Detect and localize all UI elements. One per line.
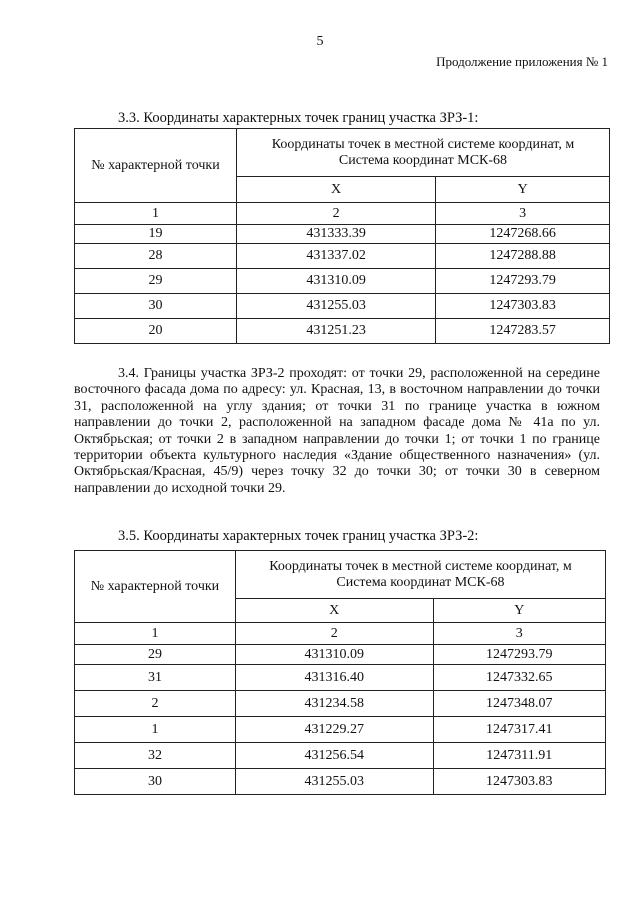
x-value: 431255.03	[235, 769, 433, 795]
table-row	[75, 769, 606, 795]
header-point-number: № характерной точки	[75, 129, 237, 203]
x-value: 431337.02	[236, 244, 435, 269]
y-value: 1247348.07	[433, 691, 605, 717]
x-value: 431310.09	[236, 269, 435, 294]
header-y: Y	[436, 177, 610, 203]
x-value: 431255.03	[236, 294, 435, 319]
header-y: Y	[433, 599, 605, 623]
col-index-1: 1	[75, 623, 236, 645]
section-3-4-paragraph	[74, 366, 600, 497]
col-index-2: 2	[235, 623, 433, 645]
table-row	[75, 244, 610, 269]
header-coords-line1: Координаты точек в местной системе координат, м	[269, 558, 572, 574]
header-coords-line2: Система координат МСК-68	[336, 574, 505, 590]
header-coords	[236, 129, 609, 177]
point-number: 31	[75, 665, 236, 691]
y-value: 1247283.57	[436, 319, 610, 344]
header-x: X	[236, 177, 435, 203]
table-row	[75, 717, 606, 743]
x-value: 431229.27	[235, 717, 433, 743]
zrz1-coordinates-table	[74, 128, 610, 344]
table-row	[75, 665, 606, 691]
point-number: 30	[75, 769, 236, 795]
col-index-2: 2	[236, 203, 435, 225]
header-point-number: № характерной точки	[75, 551, 236, 623]
point-number: 32	[75, 743, 236, 769]
y-value: 1247311.91	[433, 743, 605, 769]
point-number: 29	[75, 269, 237, 294]
table-row	[75, 319, 610, 344]
continuation-label: Продолжение приложения № 1	[436, 54, 608, 69]
section-3-4-text: 3.4. Границы участка ЗРЗ-2 проходят: от точки 29, расположенной на середине восточного фасада дома по адресу: ул. Красная, 13, в восточном направлении до точки 31, расположенной на углу здания; от точки 31 по границе участка в южном направлении до точки 2, расположенной на западном фасаде дома № 41а по ул. Октябрьская; от точки 2 в западном направлении до точки 1; от точки 1 по границе территории объекта культурного наследия «Здание общественного назначения» (ул. Октябрьская/Красная, 45/9) через точку 32 до точки 30; от точки 30 в северном направлении до исходной точки 29.	[74, 366, 600, 496]
section-3-5-title: 3.5. Координаты характерных точек границ участка ЗРЗ-2:	[118, 528, 479, 544]
table-row	[75, 645, 606, 665]
table-row	[75, 691, 606, 717]
y-value: 1247303.83	[433, 769, 605, 795]
x-value: 431234.58	[235, 691, 433, 717]
header-coords-line2: Система координат МСК-68	[338, 152, 508, 168]
point-number: 29	[75, 645, 236, 665]
y-value: 1247303.83	[436, 294, 610, 319]
point-number: 30	[75, 294, 237, 319]
x-value: 431251.23	[236, 319, 435, 344]
y-value: 1247268.66	[436, 225, 610, 244]
point-number: 2	[75, 691, 236, 717]
x-value: 431310.09	[235, 645, 433, 665]
header-coords	[235, 551, 605, 599]
point-number: 1	[75, 717, 236, 743]
table-row	[75, 743, 606, 769]
x-value: 431256.54	[235, 743, 433, 769]
x-value: 431333.39	[236, 225, 435, 244]
y-value: 1247332.65	[433, 665, 605, 691]
table-row	[75, 269, 610, 294]
col-index-3: 3	[436, 203, 610, 225]
section-3-3-title: 3.3. Координаты характерных точек границ участка ЗРЗ-1:	[118, 110, 479, 126]
header-x: X	[235, 599, 433, 623]
page-number: 5	[316, 34, 324, 49]
table-row	[75, 294, 610, 319]
x-value: 431316.40	[235, 665, 433, 691]
zrz2-coordinates-table	[74, 550, 606, 795]
point-number: 20	[75, 319, 237, 344]
y-value: 1247293.79	[436, 269, 610, 294]
header-coords-line1: Координаты точек в местной системе координат, м	[271, 136, 575, 152]
point-number: 28	[75, 244, 237, 269]
y-value: 1247293.79	[433, 645, 605, 665]
table-row	[75, 225, 610, 244]
col-index-1: 1	[75, 203, 237, 225]
y-value: 1247288.88	[436, 244, 610, 269]
point-number: 19	[75, 225, 237, 244]
col-index-3: 3	[433, 623, 605, 645]
y-value: 1247317.41	[433, 717, 605, 743]
